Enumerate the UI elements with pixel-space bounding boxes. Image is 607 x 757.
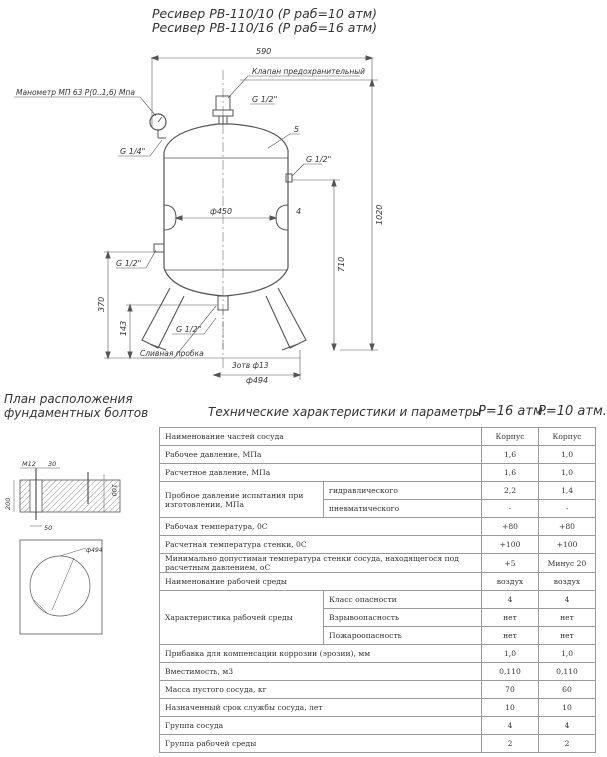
value-p16: +5 <box>482 554 539 573</box>
bolt-dim-100: 100 <box>110 484 118 497</box>
value-p16: 1,6 <box>482 446 539 464</box>
value-p10: нет <box>539 627 596 645</box>
bolt-m12: М12 <box>22 460 36 468</box>
table-row <box>160 645 596 663</box>
value-p10: Корпус <box>539 428 596 446</box>
row-label: Минимально допустимая температура стенки сосуда, находящегося под расчетным давлением, оС <box>160 554 482 573</box>
value-p16: воздух <box>482 573 539 591</box>
value-p16: 4 <box>482 717 539 735</box>
sub-label: пневматического <box>324 500 482 518</box>
value-p16: 2,2 <box>482 482 539 500</box>
value-p10: 1,0 <box>539 464 596 482</box>
bolt-plan-title-line1: План расположения <box>4 392 133 406</box>
row-label: Наименование частей сосуда <box>160 428 482 446</box>
row-label: Прибавка для компенсации коррозии (эрозии), мм <box>160 645 482 663</box>
row-label: Рабочая температура, 0С <box>160 518 482 536</box>
value-p16: 10 <box>482 699 539 717</box>
valve-label: Клапан предохранительный <box>252 67 366 76</box>
row-label: Пробное давление испытания при изготовлении, МПа <box>160 482 324 518</box>
value-p10: - <box>539 500 596 518</box>
value-p10: 1,4 <box>539 482 596 500</box>
port-right-label: G 1/2" <box>306 155 332 164</box>
value-p16: нет <box>482 609 539 627</box>
dim-450: ф450 <box>210 207 233 216</box>
value-p16: 0,110 <box>482 663 539 681</box>
value-p16: Корпус <box>482 428 539 446</box>
sub-label: Взрывоопасность <box>324 609 482 627</box>
table-title: Технические характеристики и параметры <box>208 405 482 419</box>
value-p10: 10 <box>539 699 596 717</box>
col-header-p10: Р=10 атм. <box>538 404 607 419</box>
sub-label: Класс опасности <box>324 591 482 609</box>
col-header-p16: Р=16 атм. <box>478 404 547 419</box>
value-p10: 0,110 <box>539 663 596 681</box>
spec-table <box>159 427 596 753</box>
value-p10: 1,0 <box>539 645 596 663</box>
value-p16: 70 <box>482 681 539 699</box>
port-bottom-label: G 1/2" <box>176 325 202 334</box>
value-p10: воздух <box>539 573 596 591</box>
table-row <box>160 735 596 753</box>
dim-494: ф494 <box>246 376 269 385</box>
holes-label: 3отв ф13 <box>232 361 269 370</box>
value-p16: +80 <box>482 518 539 536</box>
row-label: Наименование рабочей среды <box>160 573 482 591</box>
row-label: Масса пустого сосуда, кг <box>160 681 482 699</box>
bolt-dim-200: 200 <box>4 497 12 510</box>
row-label: Характеристика рабочей среды <box>160 591 324 645</box>
row-label: Рабочее давление, МПа <box>160 446 482 464</box>
row-label: Группа рабочей среды <box>160 735 482 753</box>
table-row <box>160 573 596 591</box>
dim-370: 370 <box>97 296 106 312</box>
row-label: Расчетная температура стенки, 0С <box>160 536 482 554</box>
sub-label: гидравлического <box>324 482 482 500</box>
drawing-title-line1: Ресивер РВ-110/10 (Р раб=10 атм) <box>152 6 378 21</box>
value-p10: 4 <box>539 717 596 735</box>
port-top-label: G 1/2" <box>252 95 278 104</box>
port-left-label: G 1/2" <box>116 259 142 268</box>
value-p16: 1,0 <box>482 645 539 663</box>
value-p10: +80 <box>539 518 596 536</box>
value-p10: +100 <box>539 536 596 554</box>
value-p16: нет <box>482 627 539 645</box>
table-row <box>160 536 596 554</box>
sub-label: Пожароопасность <box>324 627 482 645</box>
row-label: Расчетное давление, МПа <box>160 464 482 482</box>
port-manometer-label: G 1/4" <box>120 147 146 156</box>
manometer-label: Манометр МП 63 Р(0..1,6) Мпа <box>16 88 135 97</box>
weld-5: 5 <box>294 125 300 134</box>
drawing-title-line2: Ресивер РВ-110/16 (Р раб=16 атм) <box>152 20 378 35</box>
value-p16: - <box>482 500 539 518</box>
dim-1020: 1020 <box>375 204 384 225</box>
table-row <box>160 663 596 681</box>
row-label: Группа сосуда <box>160 717 482 735</box>
value-p10: 2 <box>539 735 596 753</box>
table-row <box>160 591 596 609</box>
dim-710: 710 <box>337 256 346 272</box>
table-row <box>160 446 596 464</box>
value-p10: Минус 20 <box>539 554 596 573</box>
table-row <box>160 518 596 536</box>
dim-wall-4: 4 <box>296 207 302 216</box>
bolt-dim-50: 50 <box>44 524 53 532</box>
table-row <box>160 554 596 573</box>
value-p10: нет <box>539 609 596 627</box>
table-row <box>160 699 596 717</box>
value-p16: 4 <box>482 591 539 609</box>
bolt-dim-494: ф494 <box>86 547 103 554</box>
dim-143: 143 <box>119 320 128 336</box>
table-row <box>160 681 596 699</box>
row-label: Назначенный срок службы сосуда, лет <box>160 699 482 717</box>
drain-label: Сливная пробка <box>140 349 204 358</box>
value-p10: 60 <box>539 681 596 699</box>
table-row <box>160 717 596 735</box>
row-label: Вместимость, м3 <box>160 663 482 681</box>
value-p16: 1,6 <box>482 464 539 482</box>
dim-590: 590 <box>256 47 272 56</box>
bolt-dim-30: 30 <box>48 460 57 468</box>
table-row <box>160 464 596 482</box>
bolt-plan-drawing <box>0 440 160 650</box>
value-p16: +100 <box>482 536 539 554</box>
value-p10: 4 <box>539 591 596 609</box>
table-row <box>160 428 596 446</box>
value-p10: 1,0 <box>539 446 596 464</box>
bolt-plan-title-line2: фундаментных болтов <box>4 406 149 420</box>
table-row <box>160 482 596 500</box>
value-p16: 2 <box>482 735 539 753</box>
